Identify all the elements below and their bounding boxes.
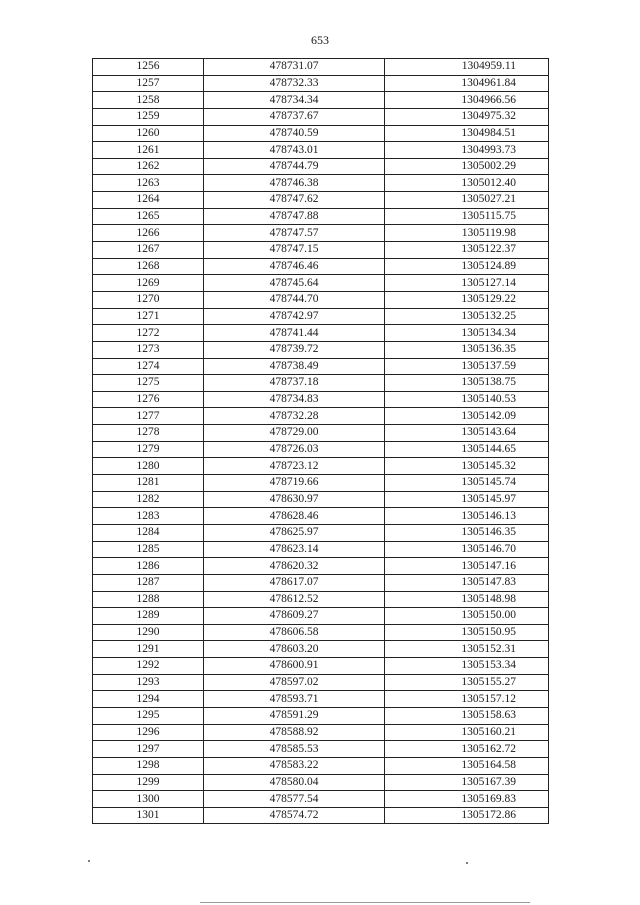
x-coordinate-cell: 478746.46 [204, 258, 385, 275]
scan-edge-line [200, 902, 530, 903]
x-coordinate-cell: 478737.67 [204, 108, 385, 125]
point-number-cell: 1277 [93, 408, 204, 425]
point-number-cell: 1285 [93, 541, 204, 558]
table-row [93, 308, 549, 325]
x-coordinate-cell: 478628.46 [204, 508, 385, 525]
x-coordinate-cell: 478744.70 [204, 291, 385, 308]
x-coordinate-cell: 478747.15 [204, 242, 385, 259]
y-coordinate-cell: 1304993.73 [385, 142, 549, 159]
point-number-cell: 1281 [93, 475, 204, 492]
y-coordinate-cell: 1305144.65 [385, 441, 549, 458]
x-coordinate-cell: 478743.01 [204, 142, 385, 159]
x-coordinate-cell: 478738.49 [204, 358, 385, 375]
y-coordinate-cell: 1305132.25 [385, 308, 549, 325]
y-coordinate-cell: 1305136.35 [385, 341, 549, 358]
y-coordinate-cell: 1305172.86 [385, 807, 549, 824]
table-row [93, 408, 549, 425]
x-coordinate-cell: 478745.64 [204, 275, 385, 292]
x-coordinate-cell: 478625.97 [204, 524, 385, 541]
y-coordinate-cell: 1304966.56 [385, 92, 549, 109]
point-number-cell: 1256 [93, 59, 204, 76]
table-row [93, 691, 549, 708]
point-number-cell: 1264 [93, 192, 204, 209]
y-coordinate-cell: 1305134.34 [385, 325, 549, 342]
x-coordinate-cell: 478583.22 [204, 757, 385, 774]
x-coordinate-cell: 478723.12 [204, 458, 385, 475]
point-number-cell: 1260 [93, 125, 204, 142]
table-row [93, 125, 549, 142]
y-coordinate-cell: 1305012.40 [385, 175, 549, 192]
point-number-cell: 1287 [93, 574, 204, 591]
table-row [93, 791, 549, 808]
y-coordinate-cell: 1305115.75 [385, 208, 549, 225]
point-number-cell: 1278 [93, 425, 204, 442]
table-row [93, 291, 549, 308]
table-row [93, 341, 549, 358]
table-row [93, 358, 549, 375]
table-row [93, 807, 549, 824]
table-row [93, 508, 549, 525]
table-row [93, 724, 549, 741]
x-coordinate-cell: 478585.53 [204, 741, 385, 758]
point-number-cell: 1270 [93, 291, 204, 308]
x-coordinate-cell: 478737.18 [204, 375, 385, 392]
point-number-cell: 1290 [93, 624, 204, 641]
y-coordinate-cell: 1305157.12 [385, 691, 549, 708]
table-row [93, 741, 549, 758]
point-number-cell: 1280 [93, 458, 204, 475]
point-number-cell: 1300 [93, 791, 204, 808]
point-number-cell: 1265 [93, 208, 204, 225]
y-coordinate-cell: 1305002.29 [385, 158, 549, 175]
x-coordinate-cell: 478719.66 [204, 475, 385, 492]
point-number-cell: 1284 [93, 524, 204, 541]
y-coordinate-cell: 1305143.64 [385, 425, 549, 442]
point-number-cell: 1289 [93, 608, 204, 625]
table-row [93, 458, 549, 475]
table-row [93, 275, 549, 292]
y-coordinate-cell: 1305146.70 [385, 541, 549, 558]
table-row [93, 574, 549, 591]
table-row [93, 258, 549, 275]
table-row [93, 624, 549, 641]
y-coordinate-cell: 1304975.32 [385, 108, 549, 125]
table-row [93, 475, 549, 492]
y-coordinate-cell: 1305145.97 [385, 491, 549, 508]
x-coordinate-cell: 478612.52 [204, 591, 385, 608]
table-row [93, 59, 549, 76]
point-number-cell: 1301 [93, 807, 204, 824]
y-coordinate-cell: 1305148.98 [385, 591, 549, 608]
point-number-cell: 1263 [93, 175, 204, 192]
x-coordinate-cell: 478731.07 [204, 59, 385, 76]
scan-speck [466, 862, 468, 864]
point-number-cell: 1272 [93, 325, 204, 342]
x-coordinate-cell: 478744.79 [204, 158, 385, 175]
point-number-cell: 1299 [93, 774, 204, 791]
coordinate-table-container [92, 58, 548, 824]
y-coordinate-cell: 1305027.21 [385, 192, 549, 209]
scan-speck [88, 860, 90, 862]
coordinate-table-body [93, 59, 549, 824]
x-coordinate-cell: 478739.72 [204, 341, 385, 358]
x-coordinate-cell: 478747.57 [204, 225, 385, 242]
point-number-cell: 1269 [93, 275, 204, 292]
y-coordinate-cell: 1305142.09 [385, 408, 549, 425]
y-coordinate-cell: 1305124.89 [385, 258, 549, 275]
x-coordinate-cell: 478740.59 [204, 125, 385, 142]
table-row [93, 774, 549, 791]
table-row [93, 641, 549, 658]
point-number-cell: 1296 [93, 724, 204, 741]
point-number-cell: 1298 [93, 757, 204, 774]
point-number-cell: 1261 [93, 142, 204, 159]
point-number-cell: 1297 [93, 741, 204, 758]
x-coordinate-cell: 478734.83 [204, 391, 385, 408]
y-coordinate-cell: 1304959.11 [385, 59, 549, 76]
x-coordinate-cell: 478609.27 [204, 608, 385, 625]
point-number-cell: 1275 [93, 375, 204, 392]
x-coordinate-cell: 478623.14 [204, 541, 385, 558]
y-coordinate-cell: 1305146.35 [385, 524, 549, 541]
table-row [93, 375, 549, 392]
x-coordinate-cell: 478630.97 [204, 491, 385, 508]
point-number-cell: 1266 [93, 225, 204, 242]
table-row [93, 441, 549, 458]
table-row [93, 158, 549, 175]
x-coordinate-cell: 478597.02 [204, 674, 385, 691]
point-number-cell: 1286 [93, 558, 204, 575]
point-number-cell: 1274 [93, 358, 204, 375]
x-coordinate-cell: 478726.03 [204, 441, 385, 458]
table-row [93, 92, 549, 109]
table-row [93, 608, 549, 625]
table-row [93, 208, 549, 225]
y-coordinate-cell: 1305167.39 [385, 774, 549, 791]
table-row [93, 175, 549, 192]
y-coordinate-cell: 1305150.95 [385, 624, 549, 641]
x-coordinate-cell: 478617.07 [204, 574, 385, 591]
table-row [93, 591, 549, 608]
table-row [93, 558, 549, 575]
point-number-cell: 1276 [93, 391, 204, 408]
point-number-cell: 1262 [93, 158, 204, 175]
y-coordinate-cell: 1305169.83 [385, 791, 549, 808]
y-coordinate-cell: 1305129.22 [385, 291, 549, 308]
point-number-cell: 1291 [93, 641, 204, 658]
point-number-cell: 1271 [93, 308, 204, 325]
y-coordinate-cell: 1305152.31 [385, 641, 549, 658]
y-coordinate-cell: 1305145.32 [385, 458, 549, 475]
x-coordinate-cell: 478588.92 [204, 724, 385, 741]
coordinate-table [92, 58, 549, 824]
x-coordinate-cell: 478732.33 [204, 75, 385, 92]
y-coordinate-cell: 1305137.59 [385, 358, 549, 375]
table-row [93, 75, 549, 92]
table-row [93, 541, 549, 558]
y-coordinate-cell: 1305158.63 [385, 707, 549, 724]
x-coordinate-cell: 478580.04 [204, 774, 385, 791]
x-coordinate-cell: 478747.62 [204, 192, 385, 209]
y-coordinate-cell: 1305150.00 [385, 608, 549, 625]
table-row [93, 142, 549, 159]
y-coordinate-cell: 1305119.98 [385, 225, 549, 242]
x-coordinate-cell: 478732.28 [204, 408, 385, 425]
x-coordinate-cell: 478591.29 [204, 707, 385, 724]
table-row [93, 391, 549, 408]
x-coordinate-cell: 478746.38 [204, 175, 385, 192]
table-row [93, 225, 549, 242]
x-coordinate-cell: 478742.97 [204, 308, 385, 325]
table-row [93, 242, 549, 259]
point-number-cell: 1267 [93, 242, 204, 259]
table-row [93, 658, 549, 675]
point-number-cell: 1293 [93, 674, 204, 691]
point-number-cell: 1258 [93, 92, 204, 109]
y-coordinate-cell: 1305122.37 [385, 242, 549, 259]
point-number-cell: 1288 [93, 591, 204, 608]
point-number-cell: 1282 [93, 491, 204, 508]
x-coordinate-cell: 478593.71 [204, 691, 385, 708]
table-row [93, 757, 549, 774]
point-number-cell: 1283 [93, 508, 204, 525]
page-number: 653 [311, 33, 329, 47]
table-row [93, 192, 549, 209]
point-number-cell: 1292 [93, 658, 204, 675]
y-coordinate-cell: 1304961.84 [385, 75, 549, 92]
y-coordinate-cell: 1305147.16 [385, 558, 549, 575]
x-coordinate-cell: 478577.54 [204, 791, 385, 808]
y-coordinate-cell: 1305147.83 [385, 574, 549, 591]
point-number-cell: 1295 [93, 707, 204, 724]
x-coordinate-cell: 478603.20 [204, 641, 385, 658]
y-coordinate-cell: 1305160.21 [385, 724, 549, 741]
y-coordinate-cell: 1304984.51 [385, 125, 549, 142]
x-coordinate-cell: 478729.00 [204, 425, 385, 442]
table-row [93, 491, 549, 508]
x-coordinate-cell: 478600.91 [204, 658, 385, 675]
point-number-cell: 1279 [93, 441, 204, 458]
y-coordinate-cell: 1305153.34 [385, 658, 549, 675]
y-coordinate-cell: 1305162.72 [385, 741, 549, 758]
table-row [93, 325, 549, 342]
y-coordinate-cell: 1305138.75 [385, 375, 549, 392]
table-row [93, 707, 549, 724]
point-number-cell: 1273 [93, 341, 204, 358]
table-row [93, 524, 549, 541]
point-number-cell: 1259 [93, 108, 204, 125]
table-row [93, 425, 549, 442]
y-coordinate-cell: 1305145.74 [385, 475, 549, 492]
y-coordinate-cell: 1305155.27 [385, 674, 549, 691]
y-coordinate-cell: 1305127.14 [385, 275, 549, 292]
point-number-cell: 1257 [93, 75, 204, 92]
point-number-cell: 1294 [93, 691, 204, 708]
x-coordinate-cell: 478747.88 [204, 208, 385, 225]
y-coordinate-cell: 1305164.58 [385, 757, 549, 774]
table-row [93, 674, 549, 691]
x-coordinate-cell: 478620.32 [204, 558, 385, 575]
point-number-cell: 1268 [93, 258, 204, 275]
x-coordinate-cell: 478741.44 [204, 325, 385, 342]
y-coordinate-cell: 1305146.13 [385, 508, 549, 525]
x-coordinate-cell: 478606.58 [204, 624, 385, 641]
x-coordinate-cell: 478734.34 [204, 92, 385, 109]
y-coordinate-cell: 1305140.53 [385, 391, 549, 408]
table-row [93, 108, 549, 125]
x-coordinate-cell: 478574.72 [204, 807, 385, 824]
